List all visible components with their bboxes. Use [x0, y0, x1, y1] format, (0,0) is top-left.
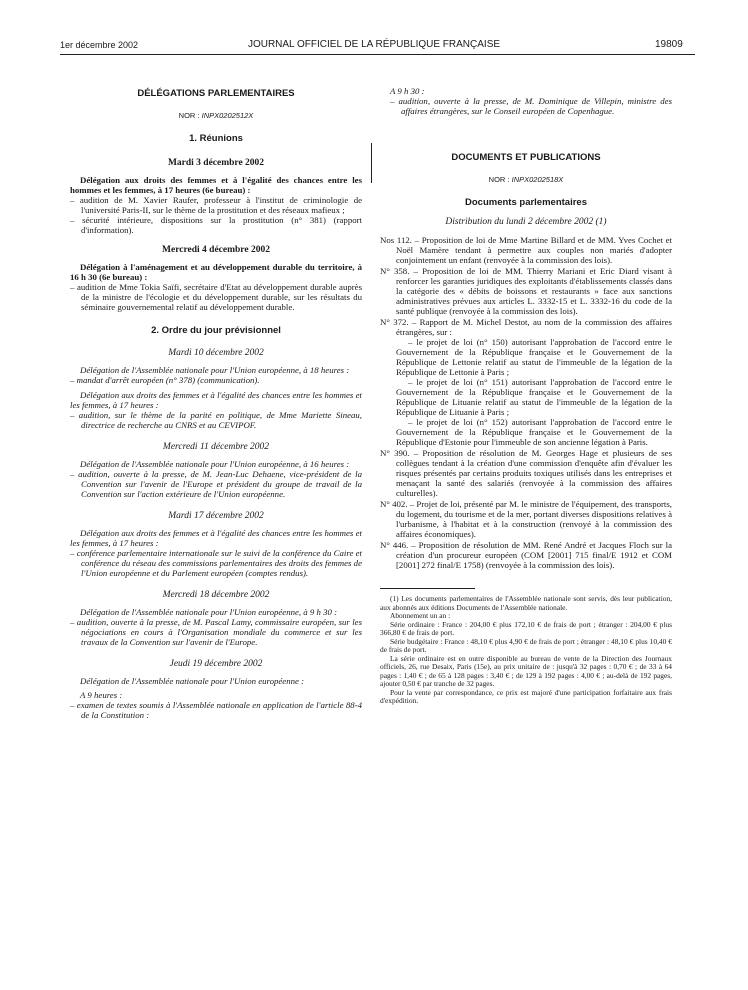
date-heading: Mercredi 4 décembre 2002	[162, 245, 270, 255]
agenda-item: – mandat d'arrêt européen (n° 378) (communication).	[70, 375, 260, 385]
right-column	[380, 86, 672, 706]
document-subentry: – le projet de loi (n° 152) autorisant l'approbation de l'accord entre le Gouvernement de la République française et le Gouvernement de la République d'Estonie pour l'immeuble de son ancienne légation à Paris.	[396, 417, 672, 447]
footnote-rule	[380, 588, 475, 589]
journal-title: JOURNAL OFFICIEL DE LA RÉPUBLIQUE FRANÇAISE	[247, 39, 501, 50]
nor-reference	[70, 111, 362, 120]
document-subentry: – le projet de loi (n° 150) autorisant l'approbation de l'accord entre le Gouvernement de la République française et le Gouvernement de la République de Lettonie relatif au statut de l'immeuble de la légation de la République de Lettonie à Paris ;	[396, 337, 672, 377]
document-entry: Nos 112. – Proposition de loi de Mme Martine Billard et de MM. Yves Cochet et Noël Mamère tendant à permettre aux couples non mariés d'adopter conjointement un enfant (renvoyée à la commission des lois).	[380, 235, 672, 265]
nor-label: NOR :	[178, 111, 200, 120]
date-heading: Mercredi 11 décembre 2002	[162, 442, 270, 452]
date-heading: Jeudi 19 décembre 2002	[169, 659, 263, 669]
meeting-head: Délégation aux droits des femmes et à l'égalité des chances entre les hommes et les femmes, à 17 heures :	[70, 390, 362, 410]
meeting-head: Délégation de l'Assemblée nationale pour l'Union européenne, à 18 heures :	[80, 365, 350, 375]
agenda-item: – conférence parlementaire internationale sur le suivi de la conférence du Caire et conférence du réseau des commissions parlementaires des droits des femmes de l'Union européenne et du Parlement européen (comptes rendus).	[70, 548, 362, 578]
document-entry: N° 372. – Rapport de M. Michel Destot, au nom de la commission des affaires étrangères, sur :	[380, 317, 672, 337]
document-entry: N° 358. – Proposition de loi de MM. Thierry Mariani et Eric Diard visant à renforcer les garanties juridiques des exploitants d'établissements classés dans la catégorie des « débits de boissons et restaurants » face aux sanctions administratives prévues aux articles L. 3332-15 et L. 3332-16 du code de la santé publique (renvoyée à la commission des lois).	[380, 266, 672, 316]
date-heading: Mardi 3 décembre 2002	[167, 158, 265, 168]
footnote: Abonnement un an :	[390, 611, 451, 620]
footnote: Pour la vente par correspondance, ce prix est majoré d'une participation forfaitaire aux frais d'expédition.	[380, 687, 672, 705]
agenda-item: – audition de Mme Tokia Saïfi, secrétaire d'Etat au développement durable auprès de la ministre de l'écologie et du développement durable, sur les résultats du séminaire gouvernemental relatif au développement durable.	[70, 282, 362, 312]
footnote: Série budgétaire : France : 48,10 € plus 4,90 € de frais de port ; étranger : 48,10 € plus 10,40 € de frais de port.	[380, 636, 672, 654]
document-subentry: – le projet de loi (n° 151) autorisant l'approbation de l'accord entre le Gouvernement de la République française et le Gouvernement de la République de Lituanie relatif au statut de l'immeuble de la légation de la République de Lituanie à Paris ;	[396, 377, 672, 417]
nor-label: NOR :	[488, 175, 510, 184]
column-divider	[371, 143, 372, 183]
meeting-head: Délégation de l'Assemblée nationale pour l'Union européenne, à 16 heures :	[80, 459, 350, 469]
left-column	[70, 88, 362, 720]
footnote: Série ordinaire : France : 204,00 € plus 172,10 € de frais de port ; étranger : 204,00 € plus 366,80 € de frais de port.	[380, 619, 672, 637]
agenda-item: – audition, sur le thème de la parité en politique, de Mme Mariette Sineau, directrice de recherche au CNRS et au CEVIPOF.	[70, 410, 362, 430]
agenda-item: – audition, ouverte à la presse, de M. Jean-Luc Dehaene, vice-président de la Convention sur l'avenir de l'Europe et président du groupe de travail de la Convention sur l'action extérieure de l'Union européenne.	[70, 469, 362, 499]
date-heading: Mardi 17 décembre 2002	[168, 511, 264, 521]
section-title-documents: DOCUMENTS ET PUBLICATIONS	[451, 152, 601, 163]
footnote: La série ordinaire est en outre disponible au bureau de vente de la Direction des Journaux officiels, 26, rue Desaix, Paris (15e), au prix unitaire de : jusqu'à 32 pages : 0,70 € ; de 33 à 64 pages : 1,40 € ; de 65 à 128 pages : 3,40 € ; de 129 à 192 pages : 4,00 € ; au-delà de 192 pages, ajouter 0,50 € par tranche de 32 pages.	[380, 653, 672, 688]
agenda-item: – sécurité intérieure, dispositions sur la prostitution (n° 381) (rapport d'information).	[70, 215, 362, 235]
page-number: 19809	[655, 39, 683, 50]
heading-ordre-du-jour: 2. Ordre du jour prévisionnel	[151, 325, 281, 336]
meeting-time: A 9 heures :	[80, 690, 123, 700]
document-entry: N° 446. – Proposition de résolution de MM. René André et Jacques Floch sur la création d'un procureur européen (COM [2001] 715 final/E 1912 et COM [2001] 272 final/E 1758) (renvoyée à la commission des lois).	[380, 540, 672, 570]
meeting-head: Délégation aux droits des femmes et à l'égalité des chances entre les hommes et les femmes, à 17 heures :	[70, 528, 362, 548]
agenda-item: – audition, ouverte à la presse, de M. Dominique de Villepin, ministre des affaires étrangères, sur le Conseil européen de Copenhague.	[390, 96, 672, 116]
agenda-item: – examen de textes soumis à l'Assemblée nationale en application de l'article 88-4 de la Constitution :	[70, 700, 362, 720]
agenda-item: – audition, ouverte à la presse, de M. Pascal Lamy, commissaire européen, sur les négociations en cours à l'Organisation mondiale du commerce et sur les travaux de la Convention sur l'avenir de l'Europe.	[70, 617, 362, 647]
heading-reunions: 1. Réunions	[189, 133, 243, 144]
date-heading: Mercredi 18 décembre 2002	[162, 590, 270, 600]
footnote: (1) Les documents parlementaires de l'Assemblée nationale sont servis, dès leur publication, aux abonnés aux éditions Documents de l'Assemblée nationale.	[380, 594, 672, 612]
section-title-delegations: DÉLÉGATIONS PARLEMENTAIRES	[137, 88, 295, 99]
date-heading: Mardi 10 décembre 2002	[168, 348, 264, 358]
nor-reference	[380, 175, 672, 184]
nor-code: INPX0202518X	[511, 175, 564, 184]
nor-code: INPX0202512X	[201, 111, 254, 120]
meeting-head: Délégation aux droits des femmes et à l'égalité des chances entre les hommes et les femmes, à 17 heures (6e bureau) :	[70, 175, 362, 195]
heading-documents-parlementaires: Documents parlementaires	[465, 197, 587, 208]
document-entry: N° 402. – Projet de loi, présenté par M. le ministre de l'équipement, des transports, du logement, du tourisme et de la mer, portant diverses dispositions relatives à l'urbanisme, à l'habitat et à la construction (renvoyé à la commission des affaires économiques).	[380, 499, 672, 539]
header-rule	[60, 54, 695, 55]
header-date: 1er décembre 2002	[60, 40, 139, 50]
meeting-head: Délégation à l'aménagement et au développement durable du territoire, à 16 h 30 (6e bureau) :	[70, 262, 362, 282]
meeting-head: Délégation de l'Assemblée nationale pour l'Union européenne :	[80, 676, 305, 686]
distribution-date: Distribution du lundi 2 décembre 2002 (1)	[445, 217, 607, 227]
document-entry: N° 390. – Proposition de résolution de M. Georges Hage et plusieurs de ses collègues tendant à la création d'une commission d'enquête afin d'évaluer les risques présentés par certains produits toxiques utilisés dans les entreprises et menaçant la santé des salariés (renvoyée à la commission des affaires culturelles).	[380, 448, 672, 498]
meeting-time: A 9 h 30 :	[390, 86, 425, 96]
agenda-item: – audition de M. Xavier Raufer, professeur à l'institut de criminologie de l'université Paris-II, sur le thème de la prostitution et des réseaux mafieux ;	[70, 195, 362, 215]
meeting-head: Délégation de l'Assemblée nationale pour l'Union européenne, à 9 h 30 :	[80, 607, 338, 617]
